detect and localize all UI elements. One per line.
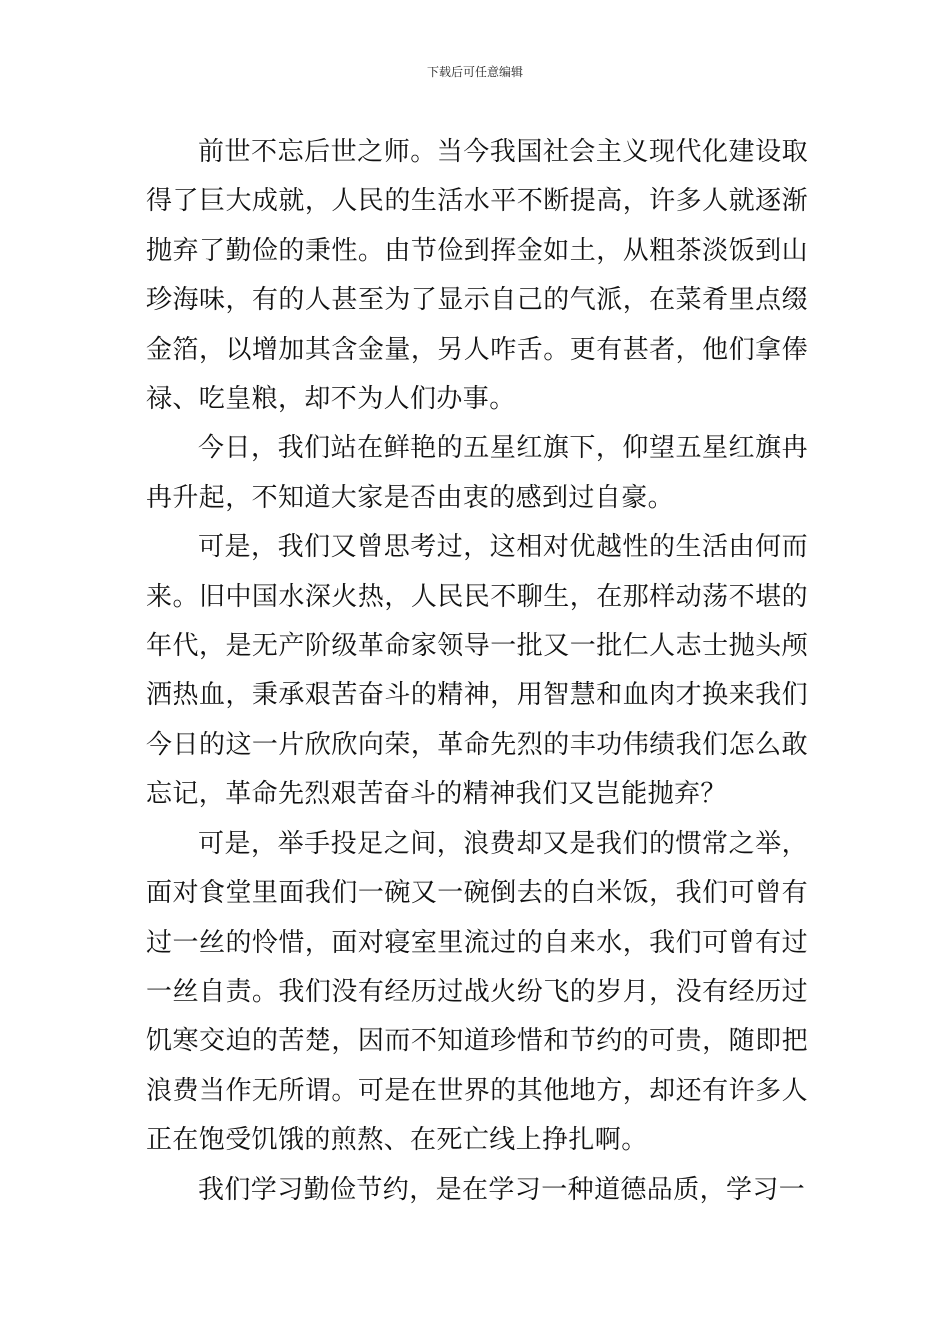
paragraph-3: 可是，我们又曾思考过，这相对优越性的生活由何而来。旧中国水深火热，人民民不聊生，在那样动荡不堪的年代，是无产阶级革命家领导一批又一批仁人志士抛头颅洒热血，秉承艰苦奋斗的精神，用智慧和血肉才换来我们今日的这一片欣欣向荣，革命先烈的丰功伟绩我们怎么敢忘记，革命先烈艰苦奋斗的精神我们又岂能抛弃？	[146, 532, 808, 810]
paragraph-2: 今日，我们站在鲜艳的五星红旗下，仰望五星红旗冉冉升起，不知道大家是否由衷的感到过自豪。	[146, 433, 808, 513]
document-body	[146, 128, 808, 1215]
page-header: 下载后可任意编辑	[426, 65, 523, 79]
paragraph-1: 前世不忘后世之师。当今我国社会主义现代化建设取得了巨大成就，人民的生活水平不断提高，许多人就逐渐抛弃了勤俭的秉性。由节俭到挥金如土，从粗茶淡饭到山珍海味，有的人甚至为了显示自己的气派，在菜肴里点缀金箔，以增加其含金量，另人咋舌。更有甚者，他们拿俸禄、吃皇粮，却不为人们办事。	[146, 137, 808, 415]
paragraph-4: 可是，举手投足之间，浪费却又是我们的惯常之举，面对食堂里面我们一碗又一碗倒去的白米饭，我们可曾有过一丝的怜惜，面对寝室里流过的自来水，我们可曾有过一丝自责。我们没有经历过战火纷飞的岁月，没有经历过饥寒交迫的苦楚，因而不知道珍惜和节约的可贵，随即把浪费当作无所谓。可是在世界的其他地方，却还有许多人正在饱受饥饿的煎熬、在死亡线上挣扎啊。	[146, 828, 808, 1156]
paragraph-5: 我们学习勤俭节约，是在学习一种道德品质，学习一	[198, 1174, 806, 1205]
